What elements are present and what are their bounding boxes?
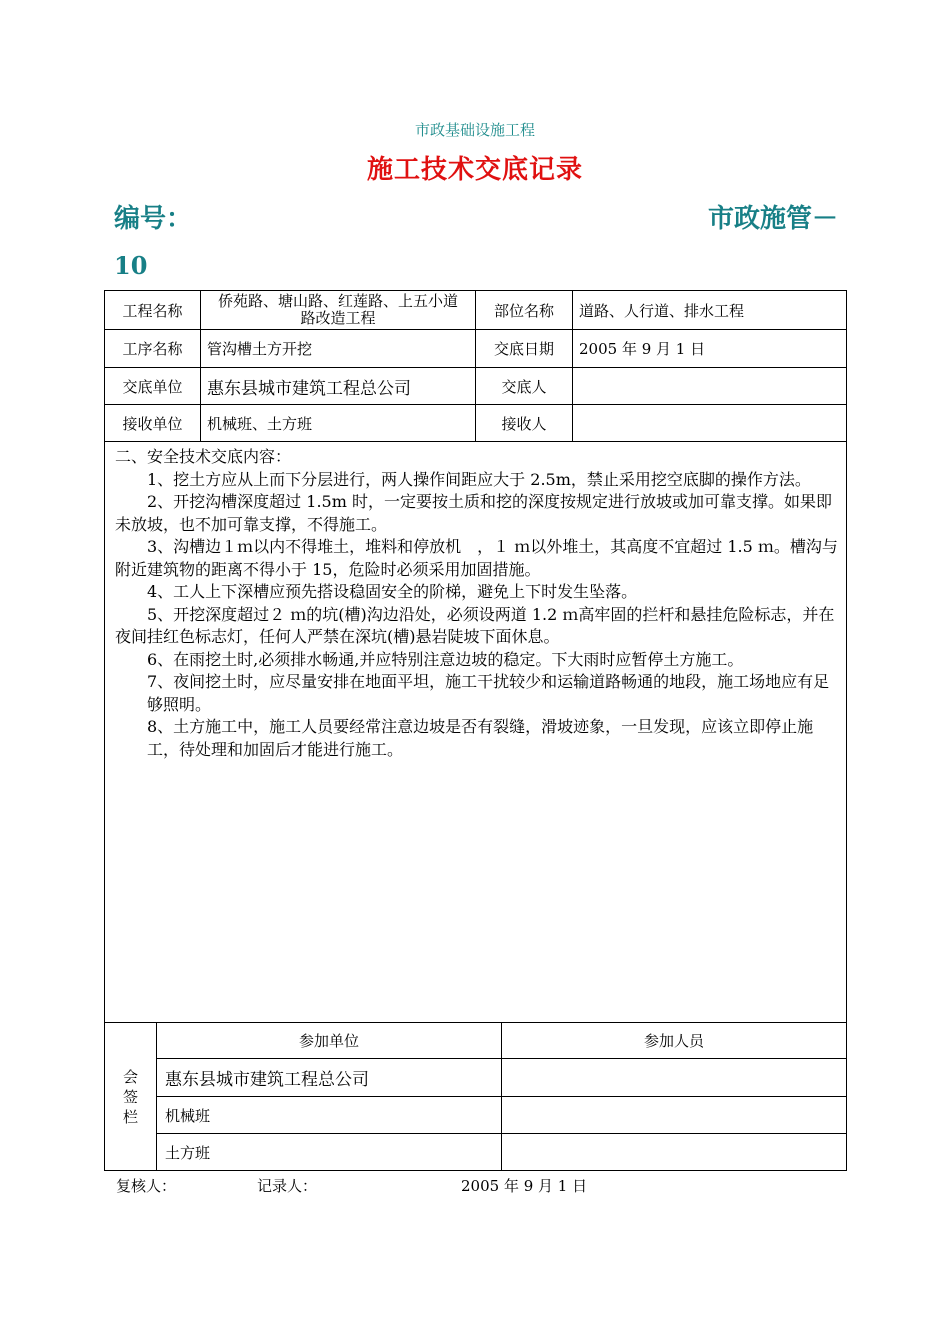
side-char: 栏 [122, 1107, 138, 1126]
side-char: 签 [122, 1087, 138, 1106]
content-item: 7、夜间挖土时，应尽量安排在地面平坦，施工干扰较少和运输道路畅通的地段，施工场地应有足够照明。 [147, 672, 830, 714]
content-item: 4、工人上下深槽应预先搭设稳固安全的阶梯，避免上下时发生坠落。 [147, 582, 638, 601]
receiving-unit-label: 接收单位 [105, 405, 201, 442]
signoff-person [502, 1097, 847, 1134]
content-item: 8、土方施工中，施工人员要经常注意边坡是否有裂缝，滑坡迹象，一旦发现，应该立即停止施工，待处理和加固后才能进行施工。 [147, 717, 814, 759]
row-content [105, 442, 847, 1023]
signoff-row [105, 1097, 847, 1134]
col-person-header: 参加人员 [502, 1023, 847, 1059]
signoff-row [105, 1059, 847, 1097]
row-receiving [105, 405, 847, 442]
receiver-value [573, 405, 847, 442]
issuer-label: 交底人 [476, 368, 573, 405]
signoff-person [502, 1134, 847, 1171]
part-name-value: 道路、人行道、排水工程 [573, 291, 847, 330]
issuing-unit-value: 惠东县城市建筑工程总公司 [201, 368, 476, 405]
receiving-unit-value: 机械班、土方班 [201, 405, 476, 442]
signoff-row [105, 1134, 847, 1171]
signoff-side-label [105, 1023, 157, 1171]
code-number: 10 [114, 251, 148, 280]
issuing-unit-label: 交底单位 [105, 368, 201, 405]
footer-reviewer: 复核人： [116, 1177, 177, 1195]
document-subtitle: 市政基础设施工程 [414, 121, 535, 139]
signoff-person [502, 1059, 847, 1097]
row-project [105, 291, 847, 330]
process-name-label: 工序名称 [105, 330, 201, 368]
content-cell [105, 442, 847, 1023]
content-item: 2、开挖沟槽深度超过 1.5m 时，一定要按土质和挖的深度按规定进行放坡或加可靠支撑。如果即未放坡，也不加可靠支撑，不得施工。 [115, 492, 832, 534]
signoff-table [104, 1022, 847, 1171]
project-name-label: 工程名称 [105, 291, 201, 330]
document-title: 施工技术交底记录 [366, 155, 583, 185]
date-value: 2005 年 9 月 1 日 [573, 330, 847, 368]
signoff-unit: 惠东县城市建筑工程总公司 [157, 1059, 502, 1097]
content-item: 1、挖土方应从上而下分层进行，两人操作间距应大于 2.5m，禁止采用挖空底脚的操作方法。 [147, 469, 811, 489]
signoff-header-row [105, 1023, 847, 1059]
project-name-value [201, 291, 476, 330]
issuer-value [573, 368, 847, 405]
date-label: 交底日期 [476, 330, 573, 368]
project-name-line2: 路改造工程 [300, 309, 376, 327]
code-value: 市政施管－ [707, 204, 838, 234]
signoff-unit: 土方班 [157, 1134, 502, 1171]
content-item: 6、在雨挖土时,必须排水畅通,并应特别注意边坡的稳定。下大雨时应暂停土方施工。 [147, 649, 744, 669]
receiver-label: 接收人 [476, 405, 573, 442]
content-item: 3、沟槽边１ｍ以内不得堆土，堆料和停放机 ，１ ｍ以外堆土，其高度不宜超过 1.5 ｍ。槽沟与附近建筑物的距离不得小于 15，危险时必须采用加固措施。 [115, 537, 838, 579]
row-process [105, 330, 847, 368]
col-unit-header: 参加单位 [157, 1023, 502, 1059]
project-name-line1: 侨苑路、塘山路、红莲路、上五小道 [217, 292, 458, 310]
footer-date: 2005 年 9 月 1 日 [461, 1177, 588, 1195]
row-issuing [105, 368, 847, 405]
content-item: 5、开挖深度超过２ ｍ的坑(槽)沟边沿处，必须设两道 1.2 ｍ高牢固的拦杆和悬挂危险标志，并在夜间挂红色标志灯，任何人严禁在深坑(槽)悬岩陡坡下面休息。 [115, 604, 835, 646]
process-name-value: 管沟槽土方开挖 [201, 330, 476, 368]
part-name-label: 部位名称 [476, 291, 573, 330]
signoff-unit: 机械班 [157, 1097, 502, 1134]
footer-recorder: 记录人： [257, 1177, 318, 1195]
code-label: 编号： [114, 204, 193, 234]
record-table [104, 290, 847, 1023]
content-heading: 二、安全技术交底内容： [115, 447, 292, 466]
side-char: 会 [122, 1067, 138, 1086]
